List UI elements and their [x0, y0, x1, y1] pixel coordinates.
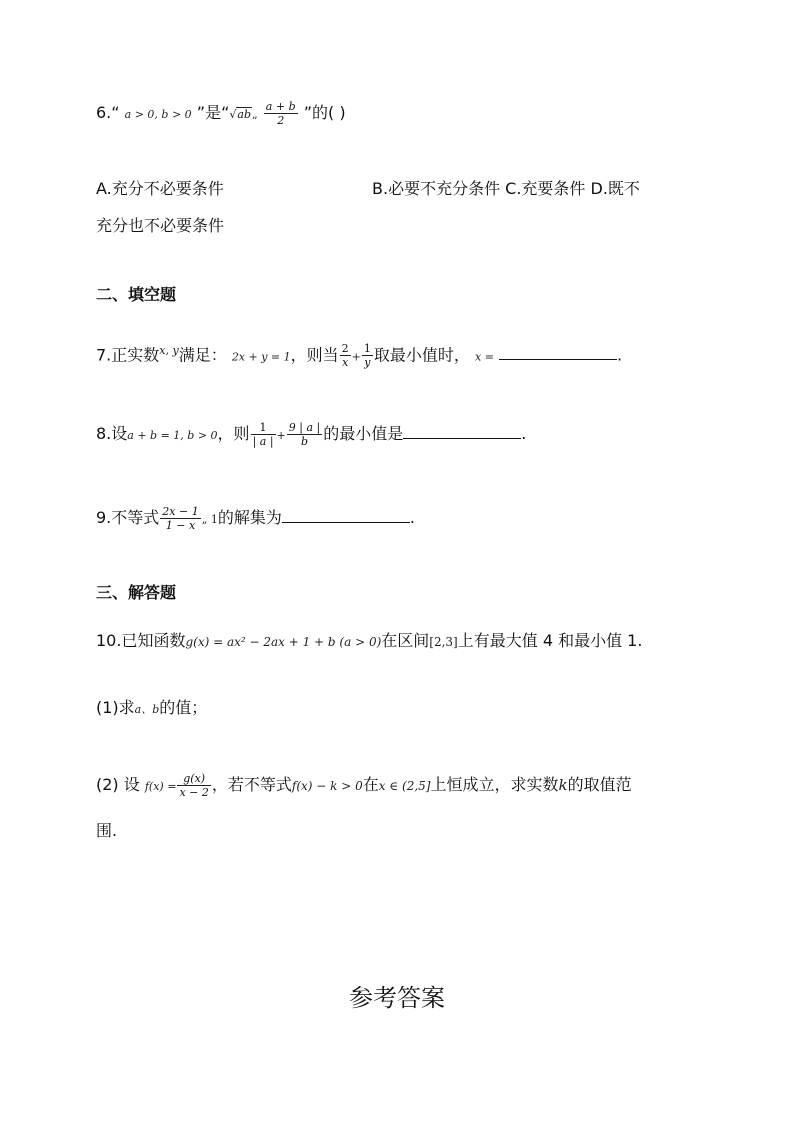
q7-answer-blank[interactable]	[499, 343, 617, 360]
q10-p2-numerator: g(x)	[177, 772, 210, 786]
q8-f2-denominator: b	[300, 435, 308, 448]
q7-end: .	[617, 345, 623, 365]
q8-f2-numerator: 9 | a |	[288, 421, 321, 434]
question-8	[96, 421, 526, 448]
q6-fraction	[264, 100, 298, 127]
q9-text: 的解集为	[217, 508, 282, 527]
q10-text1: 在区间	[381, 631, 430, 650]
section-2-title: 二、填空题	[96, 285, 177, 304]
q9-denominator: 1 − x	[165, 519, 196, 532]
q8-condition: a + b = 1, b > 0	[127, 429, 218, 442]
q6-close-quote-2: ”	[303, 103, 312, 122]
q7-vars: x, y	[159, 344, 179, 357]
q8-plus: +	[276, 429, 286, 442]
q7-text3: 取最小值时，	[373, 345, 470, 365]
section-2-heading	[96, 284, 176, 306]
q8-end: .	[521, 424, 527, 443]
q9-answer-blank[interactable]	[282, 506, 410, 523]
q6-options-line	[96, 178, 224, 200]
q6-leq-symbol: „	[252, 108, 258, 121]
q6-option-d-continued	[96, 215, 224, 237]
q10-p1-vars: a、b	[134, 703, 160, 716]
q6-is: 是	[205, 103, 222, 122]
q7-fraction-2	[362, 342, 373, 369]
q6-close-quote-1: ”	[196, 103, 206, 122]
q10-part-2-continued	[96, 820, 117, 842]
q8-answer-blank[interactable]	[403, 422, 521, 439]
q10-p2-text4: 的取值范	[567, 775, 632, 794]
q7-f2-numerator: 1	[363, 342, 371, 356]
sqrt-radicand: ab	[237, 108, 251, 121]
q10-function: g(x) = ax² − 2ax + 1 + b (a > 0)	[185, 635, 382, 649]
q10-p2-text1: ，若不等式	[211, 775, 292, 794]
q10-p2-denominator: x − 2	[179, 786, 209, 799]
q7-condition: 2x + y = 1	[231, 350, 291, 364]
q6-options-bcd	[372, 178, 640, 200]
q6-option-d-cont: 充分也不必要条件	[96, 216, 225, 235]
q6-sqrt	[229, 107, 252, 121]
q7-f1-denominator: x	[342, 356, 349, 370]
q10-p2-fraction	[177, 772, 210, 799]
question-7	[96, 340, 622, 369]
sqrt-symbol: √	[229, 108, 237, 121]
question-9	[96, 505, 415, 532]
q10-interval: [2,3]	[429, 635, 458, 649]
q10-text2: 上有最大值 4 和最小值 1.	[457, 631, 643, 650]
question-6	[96, 100, 346, 127]
q6-option-a: A.充分不必要条件	[96, 179, 224, 198]
q9-end: .	[409, 508, 416, 527]
q7-number: 7.正实数	[96, 345, 160, 365]
question-10	[96, 630, 642, 653]
q7-text1: 满足：	[178, 345, 227, 365]
q9-number: 9.不等式	[96, 508, 160, 527]
q8-fraction-2	[287, 421, 322, 448]
q9-relation: „ 1	[201, 513, 218, 526]
q10-p2-f: f(x) =	[144, 780, 177, 793]
q8-fraction-1	[251, 421, 276, 448]
q7-plus: +	[351, 350, 361, 364]
answers-title: 参考答案	[349, 984, 445, 1012]
q10-part-1	[96, 697, 207, 721]
section-3-title: 三、解答题	[96, 583, 177, 602]
q7-text2: ，则当	[290, 345, 339, 365]
q9-numerator: 2x − 1	[162, 505, 199, 518]
q6-frac-numerator: a + b	[265, 100, 296, 113]
q8-text2: 的最小值是	[323, 424, 404, 443]
q6-tail: 的( )	[312, 103, 346, 122]
q10-p2-inequality: f(x) − k > 0	[291, 779, 363, 793]
q6-option-bcd: B.必要不充分条件 C.充要条件 D.既不	[372, 179, 640, 198]
q7-x-equals: x =	[475, 350, 494, 364]
q7-fraction-1	[340, 342, 351, 369]
q6-frac-denominator: 2	[277, 114, 285, 127]
q10-number: 10.已知函数	[96, 631, 186, 650]
q10-part-2	[96, 772, 632, 799]
q8-f1-denominator: | a |	[252, 435, 274, 448]
q8-f1-numerator: 1	[251, 421, 276, 435]
q10-p1-number: (1)求	[96, 698, 135, 717]
q6-number: 6.	[96, 103, 112, 122]
q6-open-quote-1: “	[111, 103, 120, 122]
q6-open-quote-2: “	[221, 103, 230, 122]
q10-p2-k: k	[558, 776, 568, 794]
q10-p2-domain: x ∈ (2,5]	[378, 779, 431, 793]
q6-condition-1: a > 0, b > 0	[124, 108, 192, 121]
q8-number: 8.设	[96, 424, 128, 443]
q10-p2-cont: 围.	[96, 821, 118, 840]
q8-text1: ，则	[217, 424, 250, 443]
q10-p2-text3: 上恒成立，求实数	[430, 775, 559, 794]
q10-p1-text: 的值；	[159, 698, 208, 717]
q7-f2-denominator: y	[364, 356, 371, 370]
q10-p2-text2: 在	[362, 775, 379, 794]
q9-fraction	[160, 505, 200, 532]
section-3-heading	[96, 582, 176, 604]
q7-f1-numerator: 2	[341, 342, 349, 356]
q10-p2-number: (2) 设	[96, 775, 140, 794]
